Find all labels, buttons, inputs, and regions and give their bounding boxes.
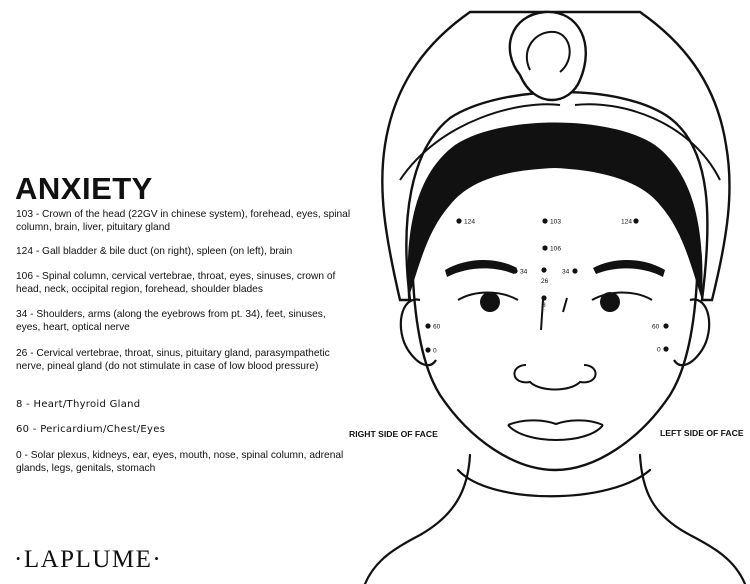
point-34-left-label: 34 xyxy=(562,268,570,276)
legend-item-124: 124 - Gall bladder & bile duct (on right), spleen (on left), brain xyxy=(16,246,293,257)
brand-logo: ·LAPLUME· xyxy=(14,546,163,573)
point-60-left-label: 60 xyxy=(652,323,660,331)
legend-item-60: 60 - Pericardium/Chest/Eyes xyxy=(16,424,166,435)
point-106-label: 106 xyxy=(550,245,562,253)
left-side-label: LEFT SIDE OF FACE xyxy=(660,428,744,438)
point-8-label: 8 xyxy=(542,302,546,309)
legend-item-34: 34 - Shoulders, arms (along the eyebrows from pt. 34), feet, sinuses, eyes, heart, optical nerve xyxy=(16,309,326,333)
point-0-left-label: 0 xyxy=(657,346,661,354)
point-106-dot xyxy=(542,245,547,250)
legend-item-106: 106 - Spinal column, cervical vertebrae, throat, eyes, sinuses, crown of head, neck, occipital region, forehead, shoulder blades xyxy=(16,271,336,295)
point-34-left-dot xyxy=(572,268,577,273)
point-34-right-dot xyxy=(512,268,517,273)
point-26-label: 26 xyxy=(541,278,549,285)
point-103-label: 103 xyxy=(550,218,562,226)
point-8-dot xyxy=(541,295,546,300)
point-34-right-label: 34 xyxy=(520,268,528,276)
legend-item-0: 0 - Solar plexus, kidneys, ear, eyes, mouth, nose, spinal column, adrenal glands, legs, genitals, stomach xyxy=(16,450,344,474)
point-0-right-label: 0 xyxy=(433,347,437,355)
legend-item-26: 26 - Cervical vertebrae, throat, sinus, pituitary gland, parasympathetic nerve, pineal gland (do not stimulate in case of low blood pressure) xyxy=(16,348,330,372)
right-side-label: RIGHT SIDE OF FACE xyxy=(349,429,438,439)
point-0-left-dot xyxy=(663,346,668,351)
point-124-right-dot xyxy=(456,218,461,223)
point-124-right-label: 124 xyxy=(464,218,476,226)
legend-item-103: 103 - Crown of the head (22GV in chinese system), forehead, eyes, spinal column, brain, liver, pituitary gland xyxy=(16,209,351,233)
page-title: ANXIETY xyxy=(15,171,153,206)
point-26-dot xyxy=(541,267,546,272)
point-60-left-dot xyxy=(663,323,668,328)
point-124-left-dot xyxy=(633,218,638,223)
point-124-left-label: 124 xyxy=(621,218,633,226)
legend-item-8: 8 - Heart/Thyroid Gland xyxy=(16,399,141,410)
point-60-right-label: 60 xyxy=(433,323,441,331)
point-0-right-dot xyxy=(425,347,430,352)
point-60-right-dot xyxy=(425,323,430,328)
point-103-dot xyxy=(542,218,547,223)
